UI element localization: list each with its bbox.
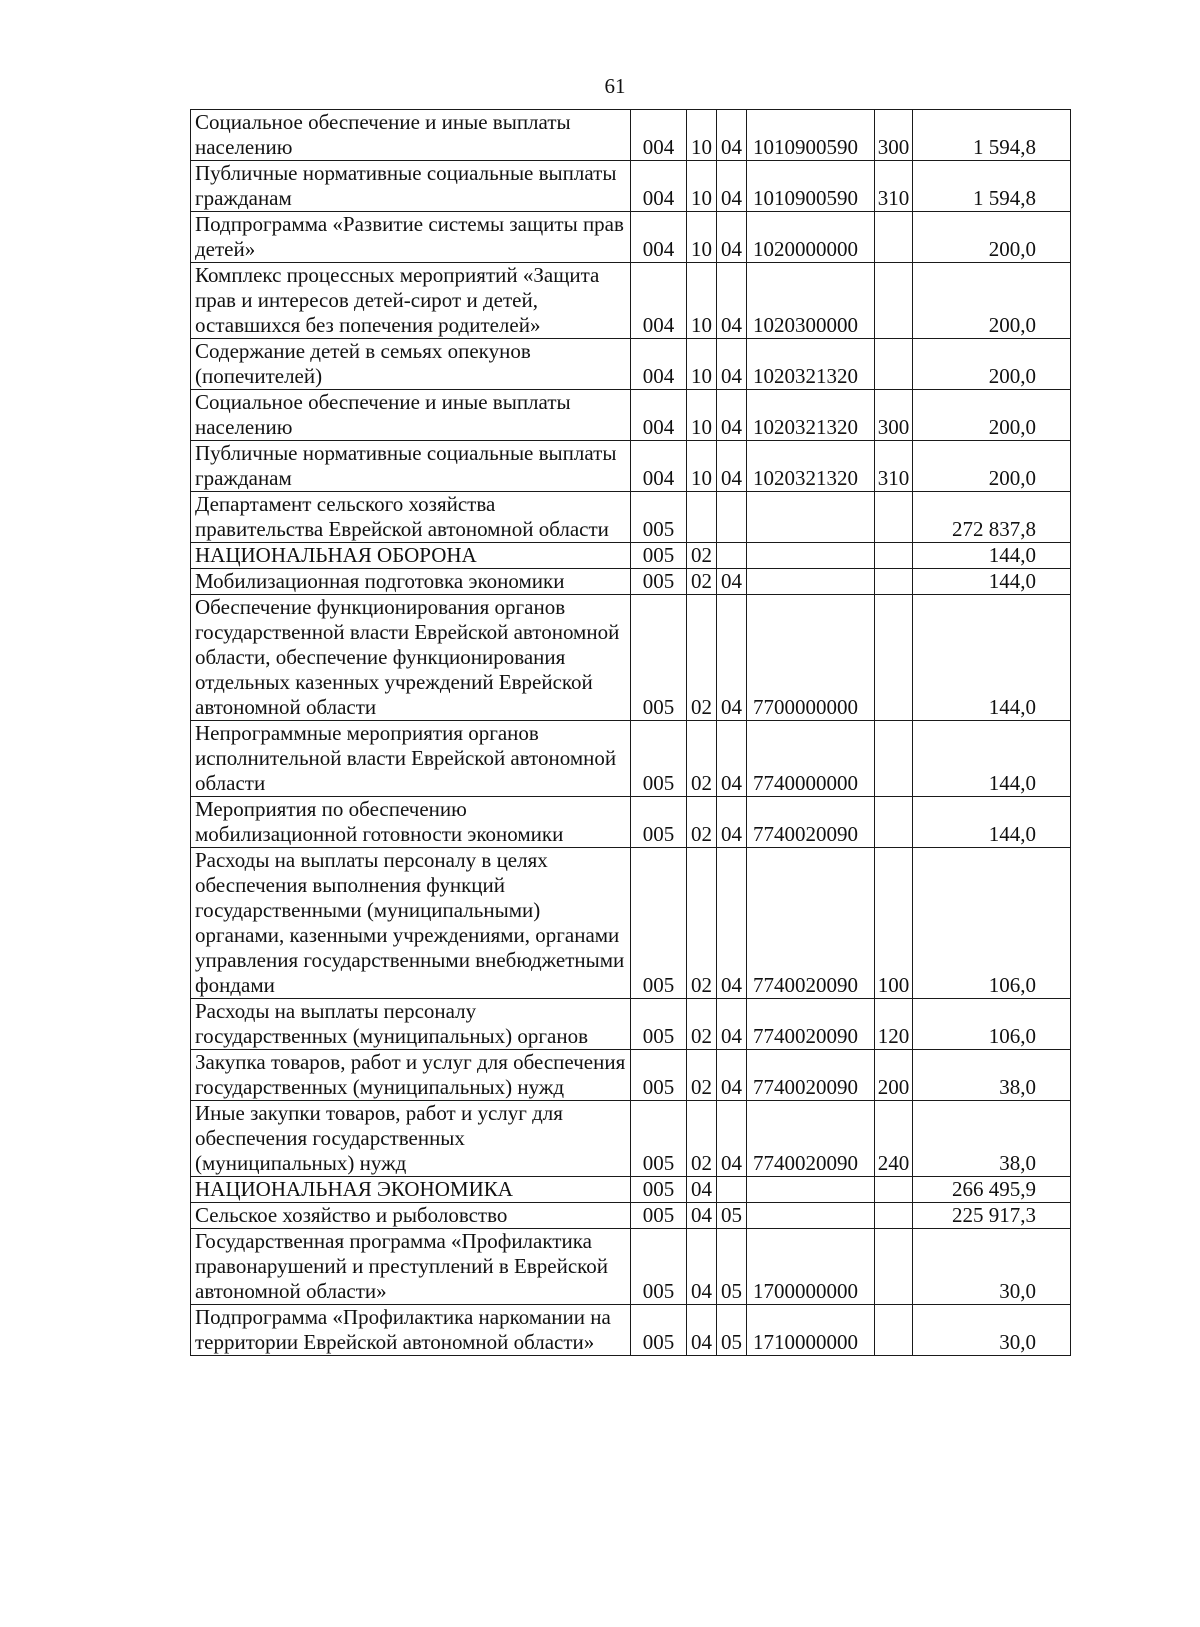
subsection-code-cell: 04 <box>717 569 747 595</box>
expense-name-cell: Расходы на выплаты персоналу государственных (муниципальных) органов <box>191 999 631 1050</box>
expense-type-cell <box>875 339 913 390</box>
target-article-cell: 1010900590 <box>747 161 875 212</box>
subsection-code-cell: 04 <box>717 212 747 263</box>
target-article-cell: 7740020090 <box>747 797 875 848</box>
table-row <box>191 999 1071 1050</box>
amount-cell: 106,0 <box>913 848 1071 999</box>
amount-cell: 144,0 <box>913 721 1071 797</box>
ministry-code-cell: 004 <box>631 339 687 390</box>
section-code-cell: 02 <box>687 595 717 721</box>
target-article-cell <box>747 1203 875 1229</box>
subsection-code-cell: 04 <box>717 797 747 848</box>
table-row <box>191 1229 1071 1305</box>
budget-table <box>190 109 1071 1356</box>
section-code-cell: 10 <box>687 212 717 263</box>
subsection-code-cell: 04 <box>717 848 747 999</box>
expense-name-cell: НАЦИОНАЛЬНАЯ ОБОРОНА <box>191 543 631 569</box>
table-row <box>191 110 1071 161</box>
expense-type-cell: 300 <box>875 110 913 161</box>
expense-type-cell: 120 <box>875 999 913 1050</box>
section-code-cell <box>687 492 717 543</box>
subsection-code-cell: 04 <box>717 339 747 390</box>
table-row <box>191 492 1071 543</box>
expense-type-cell <box>875 263 913 339</box>
amount-cell: 225 917,3 <box>913 1203 1071 1229</box>
table-row <box>191 263 1071 339</box>
section-code-cell: 10 <box>687 390 717 441</box>
expense-name-cell: Комплекс процессных мероприятий «Защита прав и интересов детей-сирот и детей, оставшихся без попечения родителей» <box>191 263 631 339</box>
table-row <box>191 390 1071 441</box>
section-code-cell: 04 <box>687 1305 717 1356</box>
subsection-code-cell <box>717 1177 747 1203</box>
subsection-code-cell: 04 <box>717 441 747 492</box>
section-code-cell: 10 <box>687 110 717 161</box>
amount-cell: 1 594,8 <box>913 110 1071 161</box>
section-code-cell: 10 <box>687 161 717 212</box>
target-article-cell: 1710000000 <box>747 1305 875 1356</box>
budget-table-body <box>191 110 1071 1356</box>
ministry-code-cell: 005 <box>631 797 687 848</box>
target-article-cell: 1020321320 <box>747 441 875 492</box>
amount-cell: 200,0 <box>913 339 1071 390</box>
amount-cell: 144,0 <box>913 543 1071 569</box>
amount-cell: 200,0 <box>913 441 1071 492</box>
expense-type-cell: 200 <box>875 1050 913 1101</box>
table-row <box>191 1101 1071 1177</box>
amount-cell: 38,0 <box>913 1101 1071 1177</box>
target-article-cell <box>747 1177 875 1203</box>
section-code-cell: 02 <box>687 848 717 999</box>
section-code-cell: 02 <box>687 569 717 595</box>
target-article-cell: 1010900590 <box>747 110 875 161</box>
ministry-code-cell: 005 <box>631 1050 687 1101</box>
ministry-code-cell: 005 <box>631 492 687 543</box>
expense-name-cell: Непрограммные мероприятия органов исполнительной власти Еврейской автономной области <box>191 721 631 797</box>
ministry-code-cell: 005 <box>631 1101 687 1177</box>
expense-name-cell: Мероприятия по обеспечению мобилизационной готовности экономики <box>191 797 631 848</box>
table-row <box>191 1050 1071 1101</box>
expense-type-cell <box>875 569 913 595</box>
expense-type-cell: 240 <box>875 1101 913 1177</box>
ministry-code-cell: 005 <box>631 595 687 721</box>
amount-cell: 1 594,8 <box>913 161 1071 212</box>
table-row <box>191 1177 1071 1203</box>
section-code-cell: 02 <box>687 721 717 797</box>
expense-type-cell <box>875 212 913 263</box>
subsection-code-cell: 04 <box>717 999 747 1050</box>
ministry-code-cell: 005 <box>631 1177 687 1203</box>
section-code-cell: 10 <box>687 339 717 390</box>
expense-type-cell <box>875 1203 913 1229</box>
expense-type-cell: 310 <box>875 441 913 492</box>
subsection-code-cell: 04 <box>717 721 747 797</box>
amount-cell: 200,0 <box>913 263 1071 339</box>
expense-name-cell: Подпрограмма «Развитие системы защиты прав детей» <box>191 212 631 263</box>
target-article-cell: 7740020090 <box>747 1101 875 1177</box>
subsection-code-cell: 04 <box>717 390 747 441</box>
amount-cell: 144,0 <box>913 797 1071 848</box>
table-row <box>191 848 1071 999</box>
amount-cell: 200,0 <box>913 212 1071 263</box>
amount-cell: 38,0 <box>913 1050 1071 1101</box>
target-article-cell: 7740020090 <box>747 848 875 999</box>
ministry-code-cell: 005 <box>631 848 687 999</box>
subsection-code-cell: 04 <box>717 263 747 339</box>
ministry-code-cell: 005 <box>631 543 687 569</box>
ministry-code-cell: 004 <box>631 390 687 441</box>
ministry-code-cell: 004 <box>631 110 687 161</box>
expense-name-cell: Социальное обеспечение и иные выплаты населению <box>191 390 631 441</box>
expense-type-cell <box>875 1305 913 1356</box>
table-row <box>191 721 1071 797</box>
amount-cell: 266 495,9 <box>913 1177 1071 1203</box>
section-code-cell: 10 <box>687 441 717 492</box>
expense-name-cell: Подпрограмма «Профилактика наркомании на территории Еврейской автономной области» <box>191 1305 631 1356</box>
expense-name-cell: Публичные нормативные социальные выплаты гражданам <box>191 161 631 212</box>
expense-name-cell: Содержание детей в семьях опекунов (попечителей) <box>191 339 631 390</box>
table-row <box>191 161 1071 212</box>
amount-cell: 106,0 <box>913 999 1071 1050</box>
section-code-cell: 02 <box>687 999 717 1050</box>
subsection-code-cell: 05 <box>717 1305 747 1356</box>
table-row <box>191 569 1071 595</box>
subsection-code-cell: 04 <box>717 161 747 212</box>
target-article-cell: 1020321320 <box>747 339 875 390</box>
section-code-cell: 04 <box>687 1229 717 1305</box>
ministry-code-cell: 005 <box>631 1229 687 1305</box>
expense-type-cell <box>875 1177 913 1203</box>
amount-cell: 30,0 <box>913 1305 1071 1356</box>
expense-type-cell: 300 <box>875 390 913 441</box>
ministry-code-cell: 005 <box>631 721 687 797</box>
target-article-cell: 7740020090 <box>747 999 875 1050</box>
expense-name-cell: Сельское хозяйство и рыболовство <box>191 1203 631 1229</box>
target-article-cell: 1020000000 <box>747 212 875 263</box>
target-article-cell: 7740020090 <box>747 1050 875 1101</box>
amount-cell: 144,0 <box>913 595 1071 721</box>
expense-type-cell <box>875 492 913 543</box>
ministry-code-cell: 004 <box>631 161 687 212</box>
target-article-cell <box>747 569 875 595</box>
target-article-cell: 1020321320 <box>747 390 875 441</box>
ministry-code-cell: 004 <box>631 263 687 339</box>
subsection-code-cell: 04 <box>717 1050 747 1101</box>
section-code-cell: 04 <box>687 1177 717 1203</box>
subsection-code-cell <box>717 492 747 543</box>
ministry-code-cell: 005 <box>631 1305 687 1356</box>
section-code-cell: 02 <box>687 797 717 848</box>
amount-cell: 144,0 <box>913 569 1071 595</box>
ministry-code-cell: 005 <box>631 1203 687 1229</box>
subsection-code-cell: 05 <box>717 1203 747 1229</box>
subsection-code-cell: 05 <box>717 1229 747 1305</box>
expense-type-cell: 100 <box>875 848 913 999</box>
target-article-cell: 7700000000 <box>747 595 875 721</box>
expense-name-cell: Государственная программа «Профилактика правонарушений и преступлений в Еврейской автономной области» <box>191 1229 631 1305</box>
table-row <box>191 1203 1071 1229</box>
table-row <box>191 797 1071 848</box>
section-code-cell: 10 <box>687 263 717 339</box>
expense-type-cell <box>875 1229 913 1305</box>
expense-type-cell <box>875 721 913 797</box>
subsection-code-cell <box>717 543 747 569</box>
expense-name-cell: НАЦИОНАЛЬНАЯ ЭКОНОМИКА <box>191 1177 631 1203</box>
table-row <box>191 441 1071 492</box>
amount-cell: 200,0 <box>913 390 1071 441</box>
expense-type-cell: 310 <box>875 161 913 212</box>
amount-cell: 30,0 <box>913 1229 1071 1305</box>
target-article-cell <box>747 543 875 569</box>
ministry-code-cell: 004 <box>631 212 687 263</box>
section-code-cell: 02 <box>687 1050 717 1101</box>
expense-type-cell <box>875 797 913 848</box>
expense-name-cell: Расходы на выплаты персоналу в целях обеспечения выполнения функций государственными (муниципальными) органами, казенными учреждениями, органами управления государственными внебюджетными фондами <box>191 848 631 999</box>
table-row <box>191 595 1071 721</box>
expense-name-cell: Публичные нормативные социальные выплаты гражданам <box>191 441 631 492</box>
section-code-cell: 04 <box>687 1203 717 1229</box>
expense-name-cell: Социальное обеспечение и иные выплаты населению <box>191 110 631 161</box>
amount-cell: 272 837,8 <box>913 492 1071 543</box>
table-row <box>191 212 1071 263</box>
expense-name-cell: Мобилизационная подготовка экономики <box>191 569 631 595</box>
section-code-cell: 02 <box>687 1101 717 1177</box>
target-article-cell: 1020300000 <box>747 263 875 339</box>
expense-name-cell: Закупка товаров, работ и услуг для обеспечения государственных (муниципальных) нужд <box>191 1050 631 1101</box>
table-row <box>191 1305 1071 1356</box>
expense-name-cell: Обеспечение функционирования органов государственной власти Еврейской автономной области, обеспечение функционирования отдельных казенных учреждений Еврейской автономной области <box>191 595 631 721</box>
subsection-code-cell: 04 <box>717 110 747 161</box>
subsection-code-cell: 04 <box>717 1101 747 1177</box>
ministry-code-cell: 004 <box>631 441 687 492</box>
target-article-cell: 7740000000 <box>747 721 875 797</box>
target-article-cell <box>747 492 875 543</box>
ministry-code-cell: 005 <box>631 999 687 1050</box>
page-number: 61 <box>604 74 626 98</box>
ministry-code-cell: 005 <box>631 569 687 595</box>
expense-type-cell <box>875 595 913 721</box>
expense-name-cell: Департамент сельского хозяйства правительства Еврейской автономной области <box>191 492 631 543</box>
table-row <box>191 339 1071 390</box>
subsection-code-cell: 04 <box>717 595 747 721</box>
table-row <box>191 543 1071 569</box>
target-article-cell: 1700000000 <box>747 1229 875 1305</box>
section-code-cell: 02 <box>687 543 717 569</box>
expense-name-cell: Иные закупки товаров, работ и услуг для обеспечения государственных (муниципальных) нужд <box>191 1101 631 1177</box>
expense-type-cell <box>875 543 913 569</box>
